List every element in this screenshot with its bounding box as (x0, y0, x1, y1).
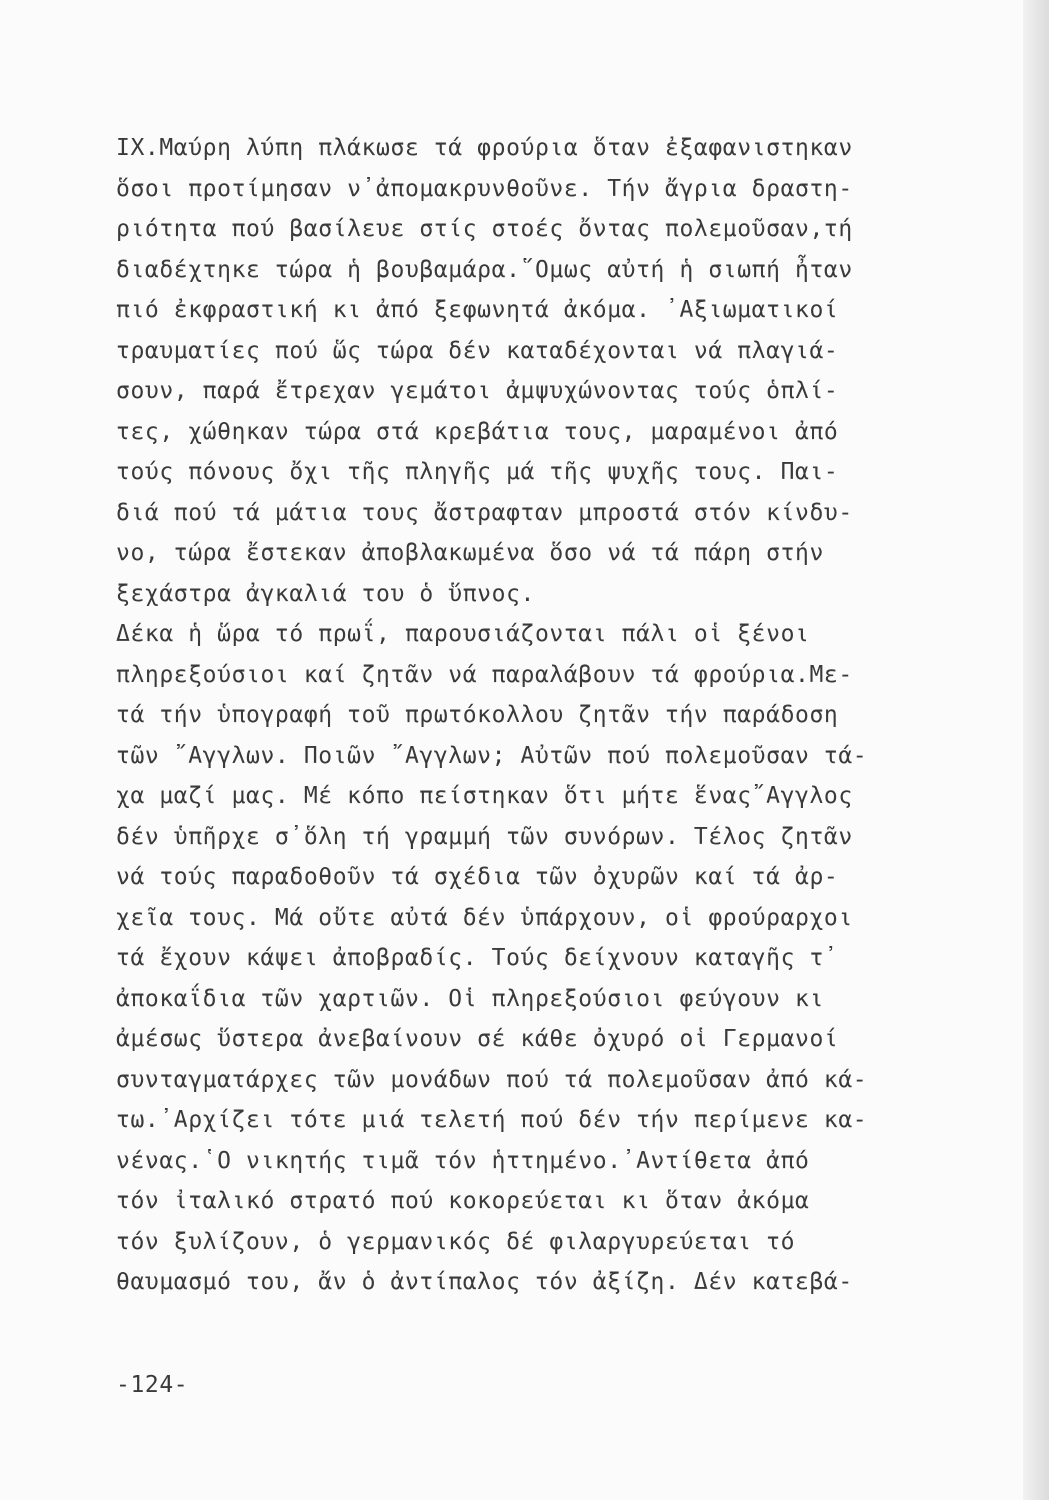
text-line: τόν ἰταλικό στρατό πού κοκορεύεται κι ὅταν ἀκόμα (116, 1188, 810, 1214)
text-line: ἀμέσως ὕστερα ἀνεβαίνουν σέ κάθε ὀχυρό οἱ Γερμανοί (116, 1026, 839, 1052)
text-line: ξεχάστρα ἀγκαλιά του ὁ ὕπνος. (116, 580, 535, 607)
text-line: νένας.῾Ο νικητής τιμᾶ τόν ἡττημένο.᾿Αντίθετα ἀπό (116, 1147, 810, 1174)
text-line: δέν ὑπῆρχε σ᾿ὅλη τή γραμμή τῶν συνόρων. Τέλος ζητᾶν (116, 823, 853, 850)
text-line: χεῖα τους. Μά οὔτε αὐτά δέν ὑπάρχουν, οἱ φρούραρχοι (116, 904, 853, 931)
text-line: IX.Μαύρη λύπη πλάκωσε τά φρούρια ὅταν ἐξαφανιστηκαν (116, 135, 853, 161)
text-line: πληρεξούσιοι καί ζητᾶν νά παραλάβουν τά φρούρια.Με- (116, 661, 853, 688)
text-line: ἀποκαΐδια τῶν χαρτιῶν. Οἱ πληρεξούσιοι φεύγουν κι (116, 985, 824, 1012)
page-number: -124- (116, 1372, 189, 1398)
text-line: τες, χώθηκαν τώρα στά κρεβάτια τους, μαραμένοι ἀπό (116, 418, 839, 445)
text-line: διά πού τά μάτια τους ἄστραφταν μπροστά στόν κίνδυ- (116, 499, 853, 526)
text-line: νά τούς παραδοθοῦν τά σχέδια τῶν ὀχυρῶν καί τά ἀρ- (116, 864, 839, 890)
text-line: ριότητα πού βασίλευε στίς στοές ὄντας πολεμοῦσαν,τή (116, 216, 853, 242)
text-line: συνταγματάρχες τῶν μονάδων πού τά πολεμοῦσαν ἀπό κά- (116, 1066, 868, 1093)
text-line: νο, τώρα ἔστεκαν ἀποβλακωμένα ὅσο νά τά πάρη στήν (116, 540, 824, 566)
body-text (116, 128, 1021, 1303)
page-edge-shadow (1023, 0, 1049, 1500)
text-line: χα μαζί μας. Μέ κόπο πείστηκαν ὅτι μήτε ἕνας῎Αγγλος (116, 783, 853, 809)
text-line: τῶν ῎Αγγλων. Ποιῶν ῎Αγγλων; Αὐτῶν πού πολεμοῦσαν τά- (116, 742, 868, 769)
text-line: τραυματίες πού ὥς τώρα δέν καταδέχονται νά πλαγιά- (116, 337, 839, 364)
text-line: ὅσοι προτίμησαν ν᾿ἀπομακρυνθοῦνε. Τήν ἄγρια δραστη- (116, 175, 853, 202)
text-line: τά τήν ὑπογραφή τοῦ πρωτόκολλου ζητᾶν τήν παράδοση (116, 702, 839, 728)
text-line: τούς πόνους ὄχι τῆς πληγῆς μά τῆς ψυχῆς τους. Παι- (116, 459, 839, 485)
text-line: τά ἔχουν κάψει ἀποβραδίς. Τούς δείχνουν καταγῆς τ᾿ (116, 945, 839, 971)
text-line: πιό ἐκφραστική κι ἀπό ξεφωνητά ἀκόμα. ᾿Αξιωματικοί (116, 297, 839, 323)
text-line: σουν, παρά ἔτρεχαν γεμάτοι ἀμψυχώνοντας τούς ὁπλί- (116, 378, 839, 404)
text-line: τόν ξυλίζουν, ὁ γερμανικός δέ φιλαργυρεύεται τό (116, 1228, 796, 1255)
text-line: διαδέχτηκε τώρα ἡ βουβαμάρα.῞Ομως αὐτή ἡ σιωπή ἦταν (116, 256, 853, 283)
text-line: τω.᾿Αρχίζει τότε μιά τελετή πού δέν τήν περίμενε κα- (116, 1107, 868, 1133)
text-line: Δέκα ἡ ὥρα τό πρωΐ, παρουσιάζονται πάλι οἱ ξένοι (116, 621, 810, 647)
text-line: θαυμασμό του, ἄν ὁ ἀντίπαλος τόν ἀξίζη. Δέν κατεβά- (116, 1269, 853, 1295)
